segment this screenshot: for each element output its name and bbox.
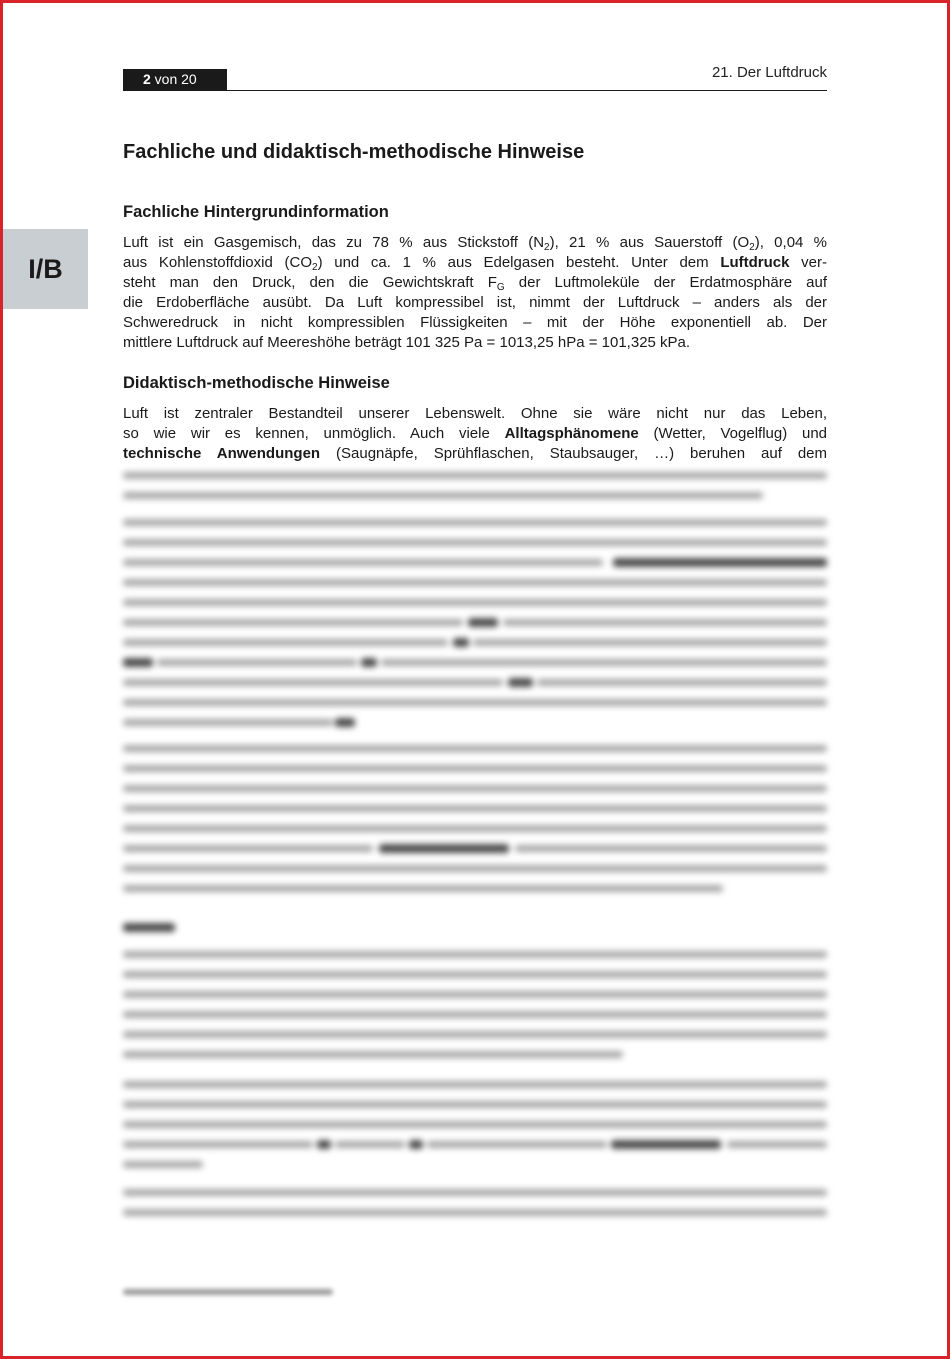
chapter-title: 21. Der Luftdruck xyxy=(711,64,827,81)
section-heading-background: Fachliche Hintergrundinformation xyxy=(123,203,389,221)
blurred-paragraph xyxy=(123,944,827,1064)
text-line: technische Anwendungen (Saugnäpfe, Sprühflaschen, Staubsauger, …) beruhen auf dem xyxy=(123,445,827,462)
section-tab: I/B xyxy=(3,229,88,309)
text-line: die Erdoberfläche ausübt. Da Luft kompressibel ist, nimmt der Luftdruck – anders als der xyxy=(123,294,827,311)
page-number-badge xyxy=(123,69,227,90)
blurred-subheading xyxy=(123,917,827,937)
section-heading-didactics: Didaktisch-methodische Hinweise xyxy=(123,374,390,392)
text-line: steht man den Druck, den die Gewichtskraft $F_G$ der Luftmoleküle der Erdatmosphäre auf xyxy=(123,274,827,293)
page-header xyxy=(123,62,827,91)
blurred-paragraph xyxy=(123,738,827,898)
blurred-paragraph xyxy=(123,465,827,505)
blurred-paragraph xyxy=(123,1074,827,1174)
text-line: mittlere Luftdruck auf Meereshöhe beträgt 101 325 Pa = 1013,25 hPa = 101,325 kPa. xyxy=(123,334,691,351)
page-total: von 20 xyxy=(150,71,197,87)
text-line: so wie wir es kennen, unmöglich. Auch viele Alltagsphänomene (Wetter, Vogelflug) und xyxy=(123,425,828,442)
text-line: aus Kohlenstoffdioxid $(CO_2)$ und ca. 1 % aus Edelgasen besteht. Unter dem Luftdruck ver- xyxy=(123,254,827,273)
text-line: Schweredruck in nicht kompressiblen Flüssigkeiten – mit der Höhe exponentiell ab. Der xyxy=(123,314,827,331)
paragraph-background xyxy=(123,233,827,353)
text-line: Luft ist ein Gasgemisch, das zu 78 % aus Stickstoff $(N_2)$, 21 % aus Sauerstoff $(O_2)$, 0,04 % xyxy=(123,234,827,253)
page-footer xyxy=(123,1289,333,1299)
text-line: Luft ist zentraler Bestandteil unserer Lebenswelt. Ohne sie wäre nicht nur das Leben, xyxy=(123,405,827,422)
paragraph-didactics xyxy=(123,404,827,464)
blurred-paragraph xyxy=(123,512,827,732)
page-number: 2 xyxy=(143,71,151,87)
page-title: Fachliche und didaktisch-methodische Hinweise xyxy=(123,141,585,163)
blurred-paragraph xyxy=(123,1182,827,1222)
